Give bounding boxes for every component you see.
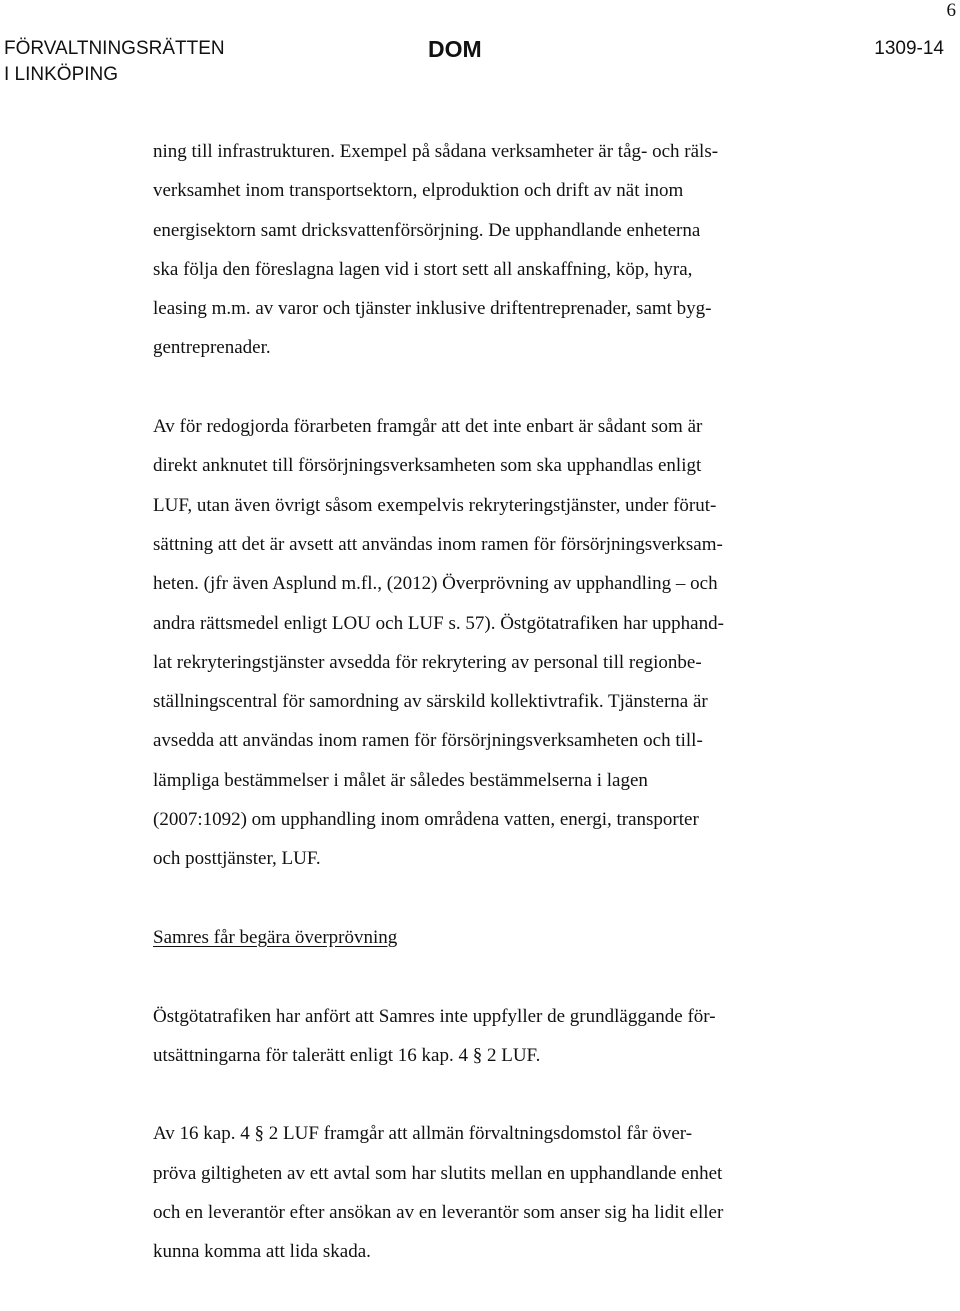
text-line: Östgötatrafiken har anfört att Samres inte uppfyller de grundläggande för-: [153, 1005, 716, 1027]
text-line: kunna komma att lida skada.: [153, 1241, 371, 1263]
paragraph-standing: [153, 997, 853, 1076]
text-line: heten. (jfr även Asplund m.fl., (2012) Överprövning av upphandling – och: [153, 573, 718, 595]
section-heading-wrapper: [153, 918, 853, 957]
text-line: avsedda att användas inom ramen för försörjningsverksamheten och till-: [153, 730, 703, 752]
document-body: [153, 132, 853, 1311]
paragraph-infrastructure: [153, 132, 853, 368]
document-header: [4, 36, 944, 88]
document-type: DOM: [428, 36, 482, 62]
text-line: andra rättsmedel enligt LOU och LUF s. 57). Östgötatrafiken har upphand-: [153, 612, 724, 634]
court-name-line-1: FÖRVALTNINGSRÄTTEN: [4, 38, 225, 59]
section-heading: Samres får begära överprövning: [153, 926, 398, 948]
paragraph-review-rule: [153, 1114, 853, 1271]
text-line: pröva giltigheten av ett avtal som har slutits mellan en upphandlande enhet: [153, 1162, 723, 1184]
text-line: LUF, utan även övrigt såsom exempelvis rekryteringstjänster, under förut-: [153, 494, 717, 516]
text-line: lat rekryteringstjänster avsedda för rekrytering av personal till regionbe-: [153, 651, 702, 673]
court-name-line-2: I LINKÖPING: [4, 64, 119, 85]
text-line: ställningscentral för samordning av särskild kollektivtrafik. Tjänsterna är: [153, 691, 708, 713]
text-line: och posttjänster, LUF.: [153, 848, 321, 870]
text-line: ska följa den föreslagna lagen vid i stort sett all anskaffning, köp, hyra,: [153, 258, 693, 280]
text-line: Av för redogjorda förarbeten framgår att det inte enbart är sådant som är: [153, 416, 703, 438]
text-line: (2007:1092) om upphandling inom områdena vatten, energi, transporter: [153, 809, 699, 831]
text-line: Av 16 kap. 4 § 2 LUF framgår att allmän förvaltningsdomstol får över-: [153, 1123, 693, 1145]
text-line: sättning att det är avsett att användas inom ramen för försörjningsverksam-: [153, 533, 723, 555]
text-line: verksamhet inom transportsektorn, elproduktion och drift av nät inom: [153, 180, 684, 202]
text-line: leasing m.m. av varor och tjänster inklusive driftentreprenader, samt byg-: [153, 298, 712, 320]
text-line: energisektorn samt dricksvattenförsörjning. De upphandlande enheterna: [153, 219, 701, 241]
text-line: ning till infrastrukturen. Exempel på sådana verksamheter är tåg- och räls-: [153, 141, 719, 162]
paragraph-preparatory-works: [153, 407, 853, 879]
text-line: gentreprenader.: [153, 337, 271, 359]
text-line: utsättningarna för talerätt enligt 16 kap. 4 § 2 LUF.: [153, 1044, 541, 1066]
text-line: direkt anknutet till försörjningsverksamheten som ska upphandlas enligt: [153, 455, 702, 477]
court-name: [4, 36, 225, 88]
text-line: lämpliga bestämmelser i målet är således bestämmelserna i lagen: [153, 769, 648, 791]
case-number: 1309-14: [874, 38, 944, 59]
page-number: 6: [946, 0, 956, 21]
text-line: och en leverantör efter ansökan av en leverantör som anser sig ha lidit eller: [153, 1202, 724, 1224]
